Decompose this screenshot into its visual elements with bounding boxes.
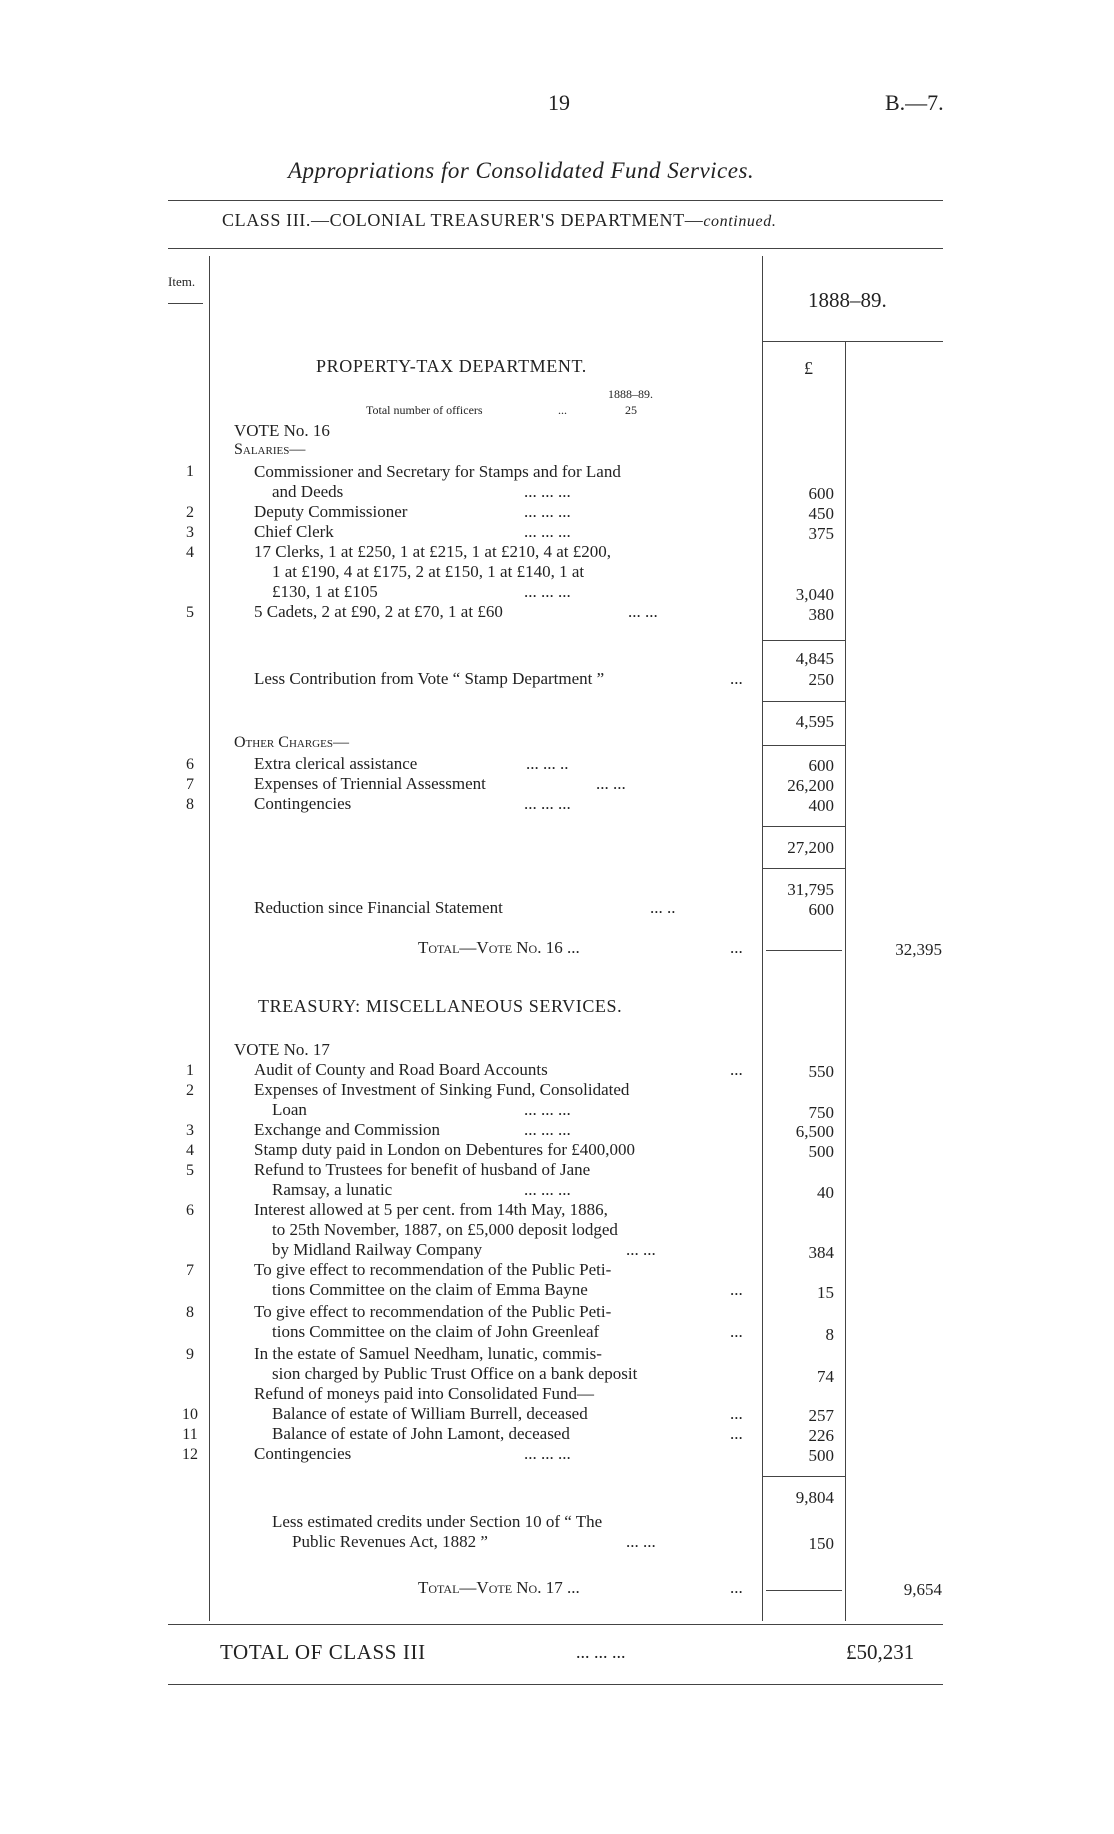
item-amount: 380 xyxy=(808,605,834,624)
leader-dots: ... xyxy=(730,938,743,957)
leader-dots: ... ... xyxy=(626,1240,656,1259)
page-number: 19 xyxy=(548,90,570,115)
officers-label: Total number of officers xyxy=(366,403,483,417)
item-amount: 74 xyxy=(817,1367,834,1386)
property-tax-heading: PROPERTY-TAX DEPARTMENT. xyxy=(316,356,587,376)
item-amount: 384 xyxy=(808,1243,834,1262)
leader-dots: ... xyxy=(730,669,743,688)
leader-dots: ... xyxy=(730,1060,743,1079)
item-description: Chief Clerk xyxy=(254,522,334,541)
item-amount: 257 xyxy=(808,1406,834,1425)
leader-dots: ... ... ... xyxy=(524,1444,571,1463)
less-contribution-label: Less Contribution from Vote “ Stamp Department ” xyxy=(254,669,605,688)
item-number: 6 xyxy=(186,1202,194,1219)
less-credits-label: Less estimated credits under Section 10 of “ The xyxy=(272,1512,603,1531)
class-total-bottom-rule xyxy=(168,1684,943,1685)
item-description-cont: to 25th November, 1887, on £5,000 deposit lodged xyxy=(272,1220,618,1239)
subtotal: 27,200 xyxy=(787,838,834,857)
total-rule xyxy=(766,1590,842,1591)
class-total-label: TOTAL OF CLASS III xyxy=(220,1640,426,1664)
subtotal: 4,845 xyxy=(795,649,834,668)
item-number: 9 xyxy=(186,1346,194,1363)
item-number: 11 xyxy=(182,1426,198,1443)
sum-rule xyxy=(762,701,846,702)
less-credits-label-cont: Public Revenues Act, 1882 ” xyxy=(292,1532,488,1551)
item-amount: 6,500 xyxy=(795,1122,834,1141)
year-rule xyxy=(762,341,943,342)
sum-rule xyxy=(762,640,846,641)
item-description-cont: Ramsay, a lunatic xyxy=(272,1180,393,1199)
item-number: 6 xyxy=(186,756,194,773)
item-number: 2 xyxy=(186,504,194,521)
pound-header: £ xyxy=(804,358,813,378)
item-amount: 450 xyxy=(808,504,834,523)
item-amount: 500 xyxy=(808,1446,834,1465)
item-amount: 550 xyxy=(808,1062,834,1081)
class-total-amount: £50,231 xyxy=(846,1640,915,1664)
sum-rule xyxy=(762,826,846,827)
treasury-heading: TREASURY: MISCELLANEOUS SERVICES. xyxy=(258,996,623,1016)
item-description: To give effect to recommendation of the Public Peti- xyxy=(254,1260,612,1279)
item-description: Audit of County and Road Board Accounts xyxy=(254,1060,548,1079)
officers-dots: ... xyxy=(558,403,567,417)
item-number: 4 xyxy=(186,1142,194,1159)
item-description: Balance of estate of William Burrell, deceased xyxy=(272,1404,588,1423)
officers-count: 25 xyxy=(625,403,637,417)
total-rule xyxy=(766,950,842,951)
leader-dots: ... .. xyxy=(650,898,676,917)
item-description: Commissioner and Secretary for Stamps and for Land xyxy=(254,462,621,481)
item-description: 5 Cadets, 2 at £90, 2 at £70, 1 at £60 xyxy=(254,602,503,621)
leader-dots: ... ... .. xyxy=(526,754,569,773)
sum-rule xyxy=(762,868,846,869)
leader-dots: ... ... xyxy=(628,602,658,621)
item-number: 2 xyxy=(186,1082,194,1099)
item-description: Exchange and Commission xyxy=(254,1120,441,1139)
item-number: 12 xyxy=(182,1446,198,1463)
item-number: 8 xyxy=(186,796,194,813)
item-amount: 500 xyxy=(808,1142,834,1161)
item-number: 3 xyxy=(186,1122,194,1139)
item-header-underline xyxy=(168,303,203,304)
less-contribution-amount: 250 xyxy=(808,670,834,689)
leader-dots: ... ... ... xyxy=(524,1100,571,1119)
less-credits-amount: 150 xyxy=(808,1534,834,1553)
leader-dots: ... ... ... xyxy=(524,794,571,813)
item-description: Stamp duty paid in London on Debentures for £400,000 xyxy=(254,1140,636,1159)
leader-dots: ... ... xyxy=(626,1532,656,1551)
item-number: 4 xyxy=(186,544,194,561)
item-description-cont: £130, 1 at £105 xyxy=(272,582,378,601)
item-amount: 375 xyxy=(808,524,834,543)
item-amount: 600 xyxy=(808,484,834,503)
item-description: 17 Clerks, 1 at £250, 1 at £215, 1 at £210, 4 at £200, xyxy=(254,542,611,561)
item-amount: 3,040 xyxy=(795,585,834,604)
sum-rule xyxy=(762,745,846,746)
item-description-cont: Loan xyxy=(272,1100,307,1119)
item-description: Interest allowed at 5 per cent. from 14th May, 1886, xyxy=(254,1200,608,1219)
vote-17-total-amount: 9,654 xyxy=(903,1580,942,1599)
item-description-cont: and Deeds xyxy=(272,482,344,501)
item-amount: 750 xyxy=(808,1103,834,1122)
leader-dots: ... xyxy=(730,1424,743,1443)
leader-dots: ... ... ... xyxy=(524,582,571,601)
leader-dots: ... xyxy=(730,1404,743,1423)
other-charges-heading: Other Charges— xyxy=(234,734,349,751)
subtotal: 31,795 xyxy=(787,880,834,899)
leader-dots: ... xyxy=(730,1578,743,1597)
item-description: Contingencies xyxy=(254,1444,352,1463)
reduction-amount: 600 xyxy=(808,900,834,919)
document-reference: B.—7. xyxy=(885,90,944,115)
subtotal: 9,804 xyxy=(795,1488,834,1507)
item-number: 8 xyxy=(186,1304,194,1321)
item-description: Deputy Commissioner xyxy=(254,502,408,521)
item-number: 10 xyxy=(182,1406,198,1423)
leader-dots: ... ... ... xyxy=(524,1120,571,1139)
item-description-cont: tions Committee on the claim of Emma Bayne xyxy=(272,1280,588,1299)
class-heading-continued: continued. xyxy=(703,213,777,230)
item-amount: 600 xyxy=(808,756,834,775)
class-total-top-rule xyxy=(168,1624,943,1625)
vote-16-total-amount: 32,395 xyxy=(895,940,942,959)
item-description-cont: by Midland Railway Company xyxy=(272,1240,483,1259)
item-description: Extra clerical assistance xyxy=(254,754,418,773)
item-description: Refund to Trustees for benefit of husband of Jane xyxy=(254,1160,591,1179)
refund-heading: Refund of moneys paid into Consolidated Fund— xyxy=(254,1384,594,1403)
title-rule xyxy=(168,200,943,201)
item-number: 1 xyxy=(186,463,194,480)
item-number: 5 xyxy=(186,604,194,621)
vote-17-heading: VOTE No. 17 xyxy=(234,1040,330,1059)
leader-dots: ... xyxy=(730,1280,743,1299)
salaries-heading: Salaries— xyxy=(234,441,306,458)
class-heading xyxy=(222,210,776,231)
table-top-rule xyxy=(168,248,943,249)
vote-16-total-label: Total—Vote No. 16 ... xyxy=(418,938,580,957)
item-description: Expenses of Triennial Assessment xyxy=(254,774,486,793)
item-description: Contingencies xyxy=(254,794,352,813)
item-amount: 226 xyxy=(808,1426,834,1445)
leader-dots: ... ... ... xyxy=(524,522,571,541)
leader-dots: ... ... ... xyxy=(576,1642,626,1662)
item-description: In the estate of Samuel Needham, lunatic, commis- xyxy=(254,1344,602,1363)
item-number: 7 xyxy=(186,1262,194,1279)
item-amount: 15 xyxy=(817,1283,834,1302)
officers-year: 1888–89. xyxy=(608,387,653,401)
item-description: Balance of estate of John Lamont, deceased xyxy=(272,1424,570,1443)
item-number: 5 xyxy=(186,1162,194,1179)
item-amount: 400 xyxy=(808,796,834,815)
item-description: Expenses of Investment of Sinking Fund, Consolidated xyxy=(254,1080,630,1099)
reduction-label: Reduction since Financial Statement xyxy=(254,898,503,917)
leader-dots: ... ... ... xyxy=(524,1180,571,1199)
year-header: 1888–89. xyxy=(808,288,887,312)
leader-dots: ... ... ... xyxy=(524,502,571,521)
item-header: Item. xyxy=(168,274,196,289)
item-description: To give effect to recommendation of the Public Peti- xyxy=(254,1302,612,1321)
item-description-cont: tions Committee on the claim of John Greenleaf xyxy=(272,1322,600,1341)
item-number: 7 xyxy=(186,776,194,793)
item-description-cont: 1 at £190, 4 at £175, 2 at £150, 1 at £140, 1 at xyxy=(272,562,585,581)
item-column-rule xyxy=(209,256,210,1621)
leader-dots: ... ... ... xyxy=(524,482,571,501)
leader-dots: ... ... xyxy=(596,774,626,793)
class-heading-text: CLASS III.—COLONIAL TREASURER'S DEPARTMENT— xyxy=(222,210,704,230)
vote-17-total-label: Total—Vote No. 17 ... xyxy=(418,1578,580,1597)
vote-16-heading: VOTE No. 16 xyxy=(234,421,330,440)
item-number: 3 xyxy=(186,524,194,541)
sum-rule xyxy=(762,1476,846,1477)
item-description-cont: sion charged by Public Trust Office on a bank deposit xyxy=(272,1364,638,1383)
amount-column-right-rule xyxy=(845,342,846,1621)
leader-dots: ... xyxy=(730,1322,743,1341)
subtotal: 4,595 xyxy=(795,712,834,731)
item-amount: 8 xyxy=(825,1325,834,1344)
item-amount: 40 xyxy=(817,1183,834,1202)
item-amount: 26,200 xyxy=(787,776,834,795)
page-title: Appropriations for Consolidated Fund Services. xyxy=(288,158,755,183)
item-number: 1 xyxy=(186,1062,194,1079)
